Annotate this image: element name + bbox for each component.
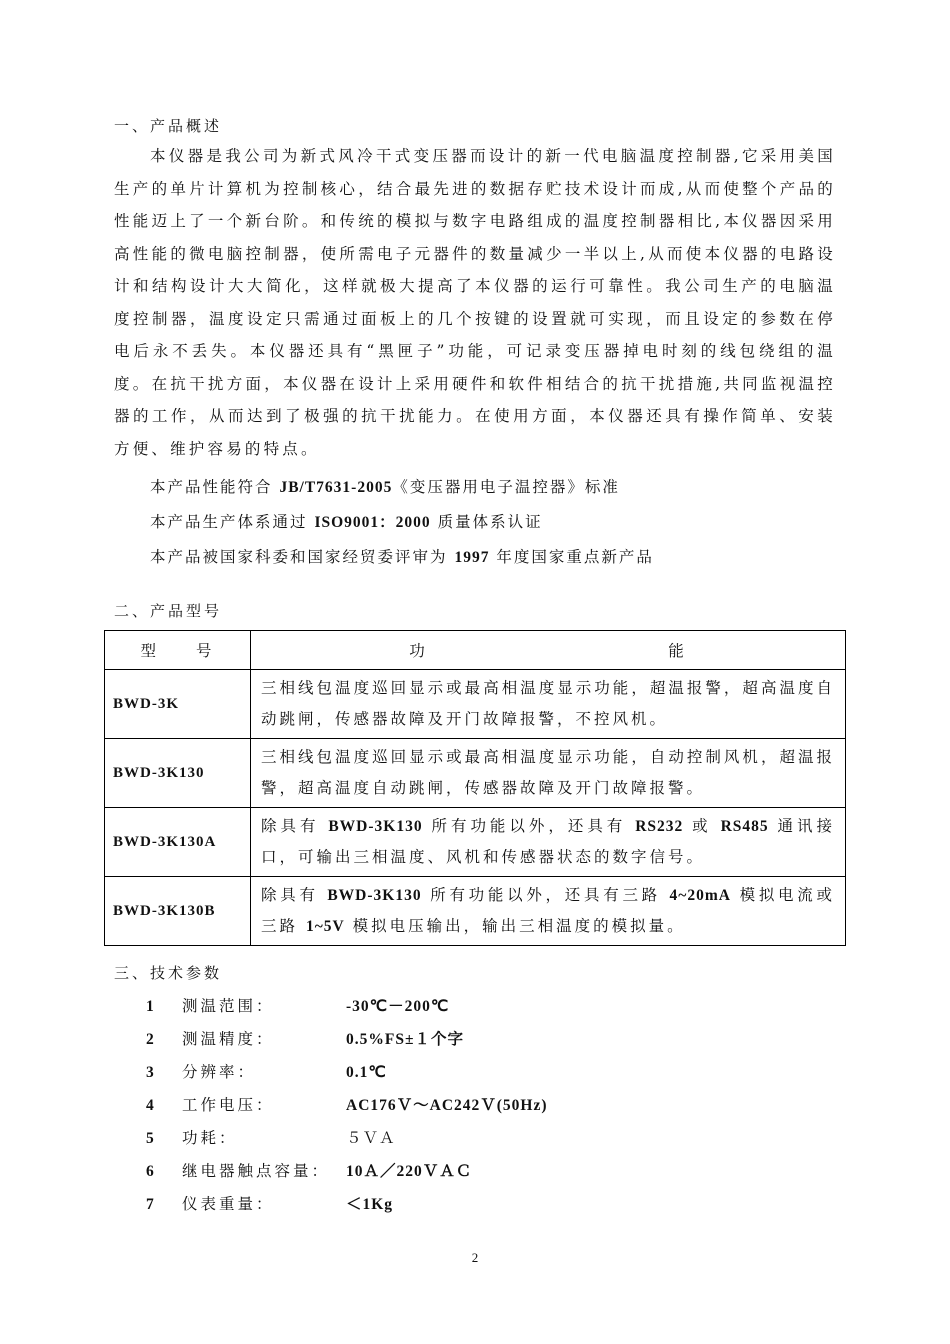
- param-label: 测温范围：: [182, 997, 275, 1015]
- column-header-function: 功 能: [251, 631, 846, 670]
- standard-code: JB/T7631-2005: [279, 479, 393, 496]
- param-label: 测温精度：: [182, 1030, 275, 1048]
- param-value: ＜1Kg: [346, 1196, 394, 1213]
- param-number: 2: [146, 1031, 154, 1048]
- table-row: [105, 739, 846, 808]
- param-value: 0.5%FS±１个字: [346, 1031, 464, 1048]
- iso-line: [150, 505, 654, 540]
- model-name: BWD-3K130A: [105, 808, 251, 877]
- param-value: -30℃－200℃: [346, 998, 450, 1015]
- param-row: [146, 1089, 746, 1122]
- iso-text: 本产品生产体系通过: [150, 513, 315, 531]
- param-value: AC176Ｖ～AC242Ｖ(50Hz): [346, 1097, 548, 1114]
- section-2-heading: 二、产品型号: [114, 602, 223, 620]
- model-description: 三相线包温度巡回显示或最高相温度显示功能，自动控制风机，超温报警，超高温度自动跳闸，传感器故障及开门故障报警。: [251, 739, 846, 808]
- model-description: 除具有 BWD-3K130 所有功能以外，还具有三路 4~20mA 模拟电流或三路 1~5V 模拟电压输出，输出三相温度的模拟量。: [251, 877, 846, 946]
- model-name: BWD-3K130B: [105, 877, 251, 946]
- param-value: 10Ａ／220ＶＡＣ: [346, 1163, 473, 1180]
- model-description: 除具有 BWD-3K130 所有功能以外，还具有 RS232 或 RS485 通讯接口，可输出三相温度、风机和传感器状态的数字信号。: [251, 808, 846, 877]
- award-text: 年度国家重点新产品: [489, 548, 654, 566]
- param-row: [146, 1155, 746, 1188]
- model-description: 三相线包温度巡回显示或最高相温度显示功能，超温报警，超高温度自动跳闸，传感器故障及开门故障报警，不控风机。: [251, 670, 846, 739]
- table-header-row: [105, 631, 846, 670]
- param-number: 5: [146, 1130, 154, 1147]
- param-number: 6: [146, 1163, 154, 1180]
- page-number: 2: [471, 1250, 479, 1265]
- award-year: 1997: [454, 549, 490, 566]
- param-value: 0.1℃: [346, 1064, 387, 1081]
- section-1-heading: 一、产品概述: [114, 117, 223, 135]
- param-row: [146, 990, 746, 1023]
- product-overview-paragraph: [114, 140, 836, 465]
- param-row: [146, 1122, 746, 1155]
- param-label: 分辨率：: [182, 1063, 257, 1081]
- certification-list: [150, 470, 654, 575]
- standard-text: 本产品性能符合: [150, 478, 280, 496]
- table-row: [105, 877, 846, 946]
- model-name: BWD-3K130: [105, 739, 251, 808]
- param-label: 工作电压：: [182, 1096, 275, 1114]
- standard-line: [150, 470, 654, 505]
- param-value: ５ＶＡ: [346, 1129, 396, 1147]
- param-row: [146, 1056, 746, 1089]
- section-3-heading: 三、技术参数: [114, 964, 223, 982]
- award-text: 本产品被国家科委和国家经贸委评审为: [150, 548, 455, 566]
- param-number: 4: [146, 1097, 154, 1114]
- param-number: 3: [146, 1064, 154, 1081]
- table-row: [105, 808, 846, 877]
- overview-text: 本仪器是我公司为新式风冷干式变压器而设计的新一代电脑温度控制器,它采用美国生产的单片计算机为控制核心，结合最先进的数据存贮技术设计而成,从而使整个产品的性能迈上了一个新台阶。和传统的模拟与数字电路组成的温度控制器相比,本仪器因采用高性能的微电脑控制器，使所需电子元器件的数量减少一半以上,从而使本仪器的电路设计和结构设计大大简化，这样就极大提高了本仪器的运行可靠性。我公司生产的电脑温度控制器，温度设定只需通过面板上的几个按键的设置就可实现，而且设定的参数在停电后永不丢失。本仪器还具有“黑匣子”功能，可记录变压器掉电时刻的线包绕组的温度。在抗干扰方面，本仪器在设计上采用硬件和软件相结合的抗干扰措施,共同监视温控器的工作，从而达到了极强的抗干扰能力。在使用方面，本仪器还具有操作简单、安装方便、维护容易的特点。: [114, 147, 836, 458]
- standard-text: 《变压器用电子温控器》标准: [392, 478, 620, 496]
- iso-text: 质量体系认证: [430, 513, 543, 531]
- param-number: 1: [146, 998, 154, 1015]
- tech-params-list: [146, 990, 746, 1221]
- model-name: BWD-3K: [105, 670, 251, 739]
- param-label: 仪表重量：: [182, 1195, 275, 1213]
- param-row: [146, 1188, 746, 1221]
- param-row: [146, 1023, 746, 1056]
- param-label: 功耗：: [182, 1129, 238, 1147]
- param-label: 继电器触点容量：: [182, 1162, 331, 1180]
- model-table: [104, 630, 846, 946]
- iso-code: ISO9001：2000: [314, 514, 431, 531]
- param-number: 7: [146, 1196, 154, 1213]
- award-line: [150, 540, 654, 575]
- column-header-model: 型 号: [105, 631, 251, 670]
- table-row: [105, 670, 846, 739]
